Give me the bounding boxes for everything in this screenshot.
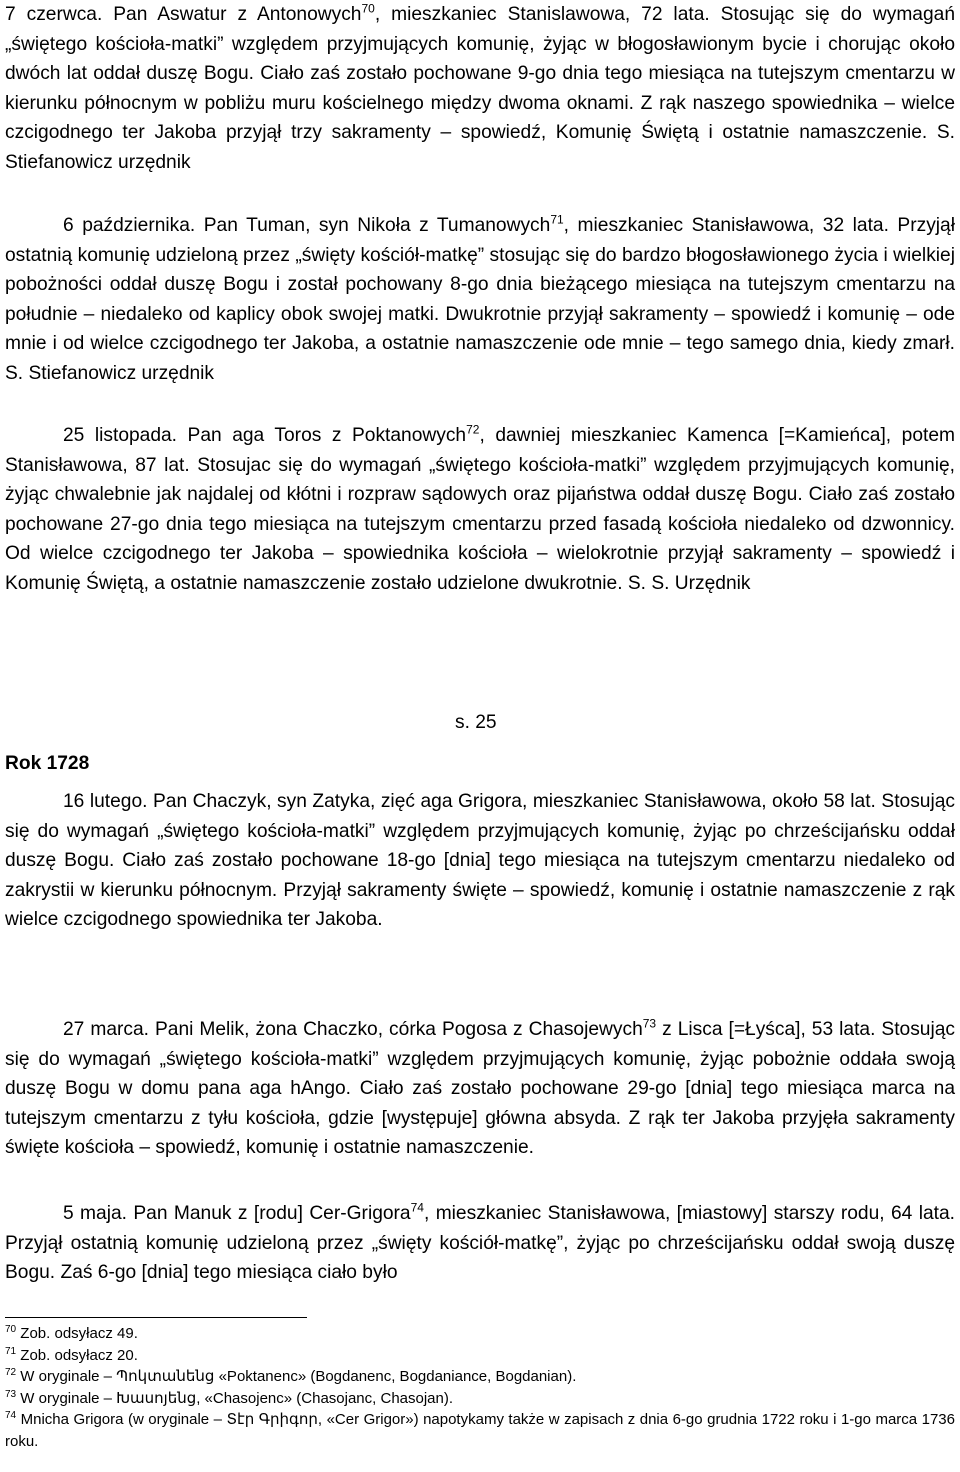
footnote-71 bbox=[5, 1345, 955, 1367]
footnote-text: W oryginale – Խասոյենց, «Chasojenc» (Chasojanc, Chasojan). bbox=[20, 1389, 454, 1407]
footnote-74 bbox=[5, 1409, 955, 1452]
register-entry-june-7 bbox=[5, 0, 955, 177]
entry-text: , dawniej mieszkaniec Kamenca [=Kamieńca], potem Stanisławowa, 87 lat. Stosujac się do wymagań „świętego kościoła-matki” względem przyjmujących komunię, żyjąc chwalebnie jak najdalej od kłótni i rozpraw sądowych oraz pijaństwa oddał duszę Bogu. Ciało zaś zostało pochowane 27-go dnia tego miesiąca na tutejszym cmentarzu przed fasadą kościoła niedaleko od dzwonnicy. Od wielce czcigodnego ter Jakoba – spowiednika kościoła – wielokrotnie przyjął sakramenty – spowiedź i Komunię Świętą, a ostatnie namaszczenie zostało udzielone dwukrotnie. S. S. Urzędnik bbox=[5, 425, 955, 594]
footnote-number: 73 bbox=[5, 1388, 17, 1400]
footnote-ref[interactable]: 70 bbox=[361, 1, 375, 16]
footnote-70 bbox=[5, 1323, 955, 1345]
register-entry-may-5 bbox=[5, 1199, 955, 1288]
entry-text: , mieszkaniec Stanisławowa, [miastowy] starszy rodu, 64 lata. Przyjął ostatnią komunię udzieloną przez „święty kościół-matkę”, żyjąc po chrześcijańsku oddał swoją duszę Bogu. Zaś 6-go [dnia] tego miesiąca ciało było bbox=[5, 1203, 955, 1283]
footnote-text: Zob. odsyłacz 20. bbox=[20, 1346, 138, 1364]
entry-text: z Lisca [=Łyśca], 53 lata. Stosując się do wymagań „świętego kościoła-matki” względem przyjmujących komunię, żyjąc pobożnie oddała swoją duszę Bogu w domu pana aga hAngo. Ciało zaś zostało pochowane 29-go [dnia] tego miesiąca marca na tutejszym cmentarzu z tyłu kościoła, gdzie [występuje] główna absyda. Z rąk ter Jakoba przyjęła sakramenty święte kościoła – spowiedź, komunię i ostatnie namaszczenie. bbox=[5, 1019, 955, 1158]
footnote-text: W oryginale – Պոկտանենց «Poktanenc» (Bogdanenc, Bogdaniance, Bogdanian). bbox=[20, 1368, 577, 1385]
footnote-number: 72 bbox=[5, 1367, 17, 1378]
footnotes bbox=[5, 1323, 955, 1452]
footnote-ref[interactable]: 74 bbox=[410, 1200, 424, 1215]
footnote-number: 70 bbox=[5, 1324, 17, 1335]
year-heading: Rok 1728 bbox=[5, 753, 90, 774]
footnote-number: 74 bbox=[5, 1410, 17, 1421]
register-entry-march-27 bbox=[5, 1015, 955, 1163]
footnote-number: 71 bbox=[5, 1345, 17, 1357]
entry-text: 7 czerwca. Pan Aswatur z Antonowych bbox=[5, 4, 362, 25]
register-entry-october-6 bbox=[5, 211, 955, 388]
footnote-73 bbox=[5, 1388, 955, 1410]
entry-text: 16 lutego. Pan Chaczyk, syn Zatyka, zięć aga Grigora, mieszkaniec Stanisławowa, około 58 lat. Stosując się do wymagań „świętego kościoła-matki” względem przyjmujących komunię, żyjąc po chrześcijańsku oddał duszę Bogu. Ciało zaś zostało pochowane 18-go [dnia] tego miesiąca na tutejszym cmentarzu niedaleko od zakrystii w kierunku północnym. Przyjął sakramenty święte – spowiedź, komunię i ostatnie namaszczenie z rąk wielce czcigodnego spowiednika ter Jakoba. bbox=[5, 791, 955, 930]
footnote-72 bbox=[5, 1366, 955, 1388]
entry-text: 5 maja. Pan Manuk z [rodu] Cer-Grigora bbox=[63, 1203, 411, 1224]
footnote-text: Mnicha Grigora (w oryginale – Տէր Գրիգոր, «Cer Grigor») napotykamy także w zapisach z dnia 6-go grudnia 1722 roku i 1-go marca 1736 roku. bbox=[5, 1411, 955, 1450]
register-entry-november-25 bbox=[5, 421, 955, 598]
footnote-text: Zob. odsyłacz 49. bbox=[20, 1325, 138, 1342]
entry-text: , mieszkaniec Stanislawowa, 72 lata. Stosując się do wymagań „świętego kościoła-matki” względem przyjmujących komunię, żyjąc w błogosławionym bycie i chorując około dwóch lat oddał duszę Bogu. Ciało zaś zostało pochowane 9-go dnia tego miesiąca na tutejszym cmentarzu w kierunku północnym w pobliżu muru kościelnego między dwoma oknami. Z rąk naszego spowiednika – wielce czcigodnego ter Jakoba przyjął trzy sakramenty – spowiedź, Komunię Świętą i ostatnie namaszczenie. S. Stiefanowicz urzędnik bbox=[5, 4, 955, 173]
footnote-ref[interactable]: 73 bbox=[642, 1016, 657, 1031]
footnote-separator bbox=[5, 1317, 307, 1318]
entry-text: 6 października. Pan Tuman, syn Nikoła z Tumanowych bbox=[63, 215, 551, 236]
entry-text: 27 marca. Pani Melik, żona Chaczko, córka Pogosa z Chasojewych bbox=[63, 1019, 643, 1040]
register-entry-february-16 bbox=[5, 787, 955, 935]
footnote-ref[interactable]: 72 bbox=[466, 422, 480, 437]
entry-text: 25 listopada. Pan aga Toros z Poktanowych bbox=[63, 425, 467, 446]
footnote-ref[interactable]: 71 bbox=[550, 212, 564, 227]
page-number: s. 25 bbox=[455, 712, 497, 733]
entry-text: , mieszkaniec Stanisławowa, 32 lata. Przyjął ostatnią komunię udzieloną przez „święty kościół-matkę” stosując się do bardzo błogosławionego życia i wielkiej pobożności oddał duszę Bogu i został pochowany 8-go dnia bieżącego miesiąca na tutejszym cmentarzu na południe – niedaleko od kaplicy obok swojej matki. Dwukrotnie przyjął sakramenty – spowiedź i komunię – ode mnie i od wielce czcigodnego ter Jakoba, a ostatnie namaszczenie ode mnie – tego samego dnia, kiedy zmarł. S. Stiefanowicz urzędnik bbox=[5, 215, 955, 384]
